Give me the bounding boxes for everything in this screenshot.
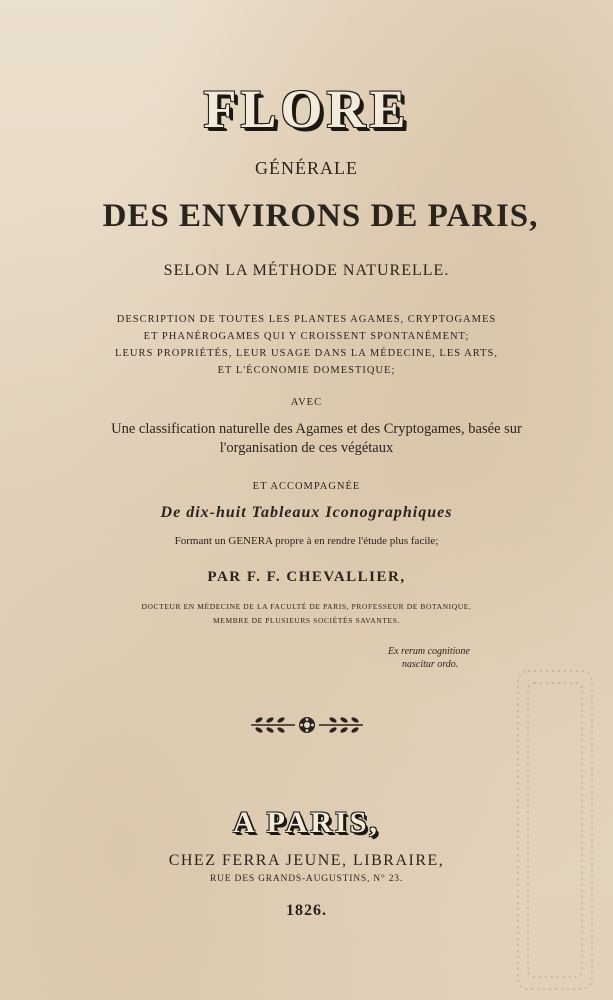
book-heading: DES ENVIRONS DE PARIS, xyxy=(102,198,539,234)
motto-line: nascitur ordo. xyxy=(402,659,459,670)
book-title: FLORE xyxy=(203,79,410,139)
credentials-line: MEMBRE DE PLUSIEURS SOCIÉTÉS SAVANTES. xyxy=(213,616,400,625)
description-line: LEURS PROPRIÉTÉS, LEUR USAGE DANS LA MÉDECINE, LES ARTS, xyxy=(115,348,498,359)
tableaux-line: De dix-huit Tableaux Iconographiques xyxy=(160,504,453,521)
year-line: 1826. xyxy=(286,902,327,919)
credentials-line: DOCTEUR EN MÉDECINE DE LA FACULTÉ DE PARIS, PROFESSEUR DE BOTANIQUE, xyxy=(141,602,472,611)
accompagnee-line: ET ACCOMPAGNÉE xyxy=(252,481,361,492)
description-line: ET PHANÉROGAMES QUI Y CROISSENT SPONTANÉMENT; xyxy=(143,331,470,342)
classification-line: Une classification naturelle des Agames et des Cryptogames, basée sur xyxy=(111,421,522,437)
formant-line: Formant un GENERA propre à en rendre l'étude plus facile; xyxy=(174,535,439,547)
author-line: PAR F. F. CHEVALLIER, xyxy=(207,569,406,585)
avec-line: AVEC xyxy=(290,397,323,408)
publisher-line: CHEZ FERRA JEUNE, LIBRAIRE, xyxy=(168,852,445,869)
description-line: DESCRIPTION DE TOUTES LES PLANTES AGAMES, CRYPTOGAMES xyxy=(116,314,497,325)
description-line: ET L'ÉCONOMIE DOMESTIQUE; xyxy=(217,365,396,376)
place-line: A PARIS, xyxy=(233,806,380,839)
method-line: SELON LA MÉTHODE NATURELLE. xyxy=(163,262,450,279)
motto-line: Ex rerum cognitione xyxy=(388,646,470,657)
address-line: RUE DES GRANDS-AUGUSTINS, N° 23. xyxy=(209,874,404,884)
classification-line: l'organisation de ces végétaux xyxy=(219,440,394,456)
book-subtitle: GÉNÉRALE xyxy=(255,158,358,178)
library-stamp-icon xyxy=(510,665,600,995)
